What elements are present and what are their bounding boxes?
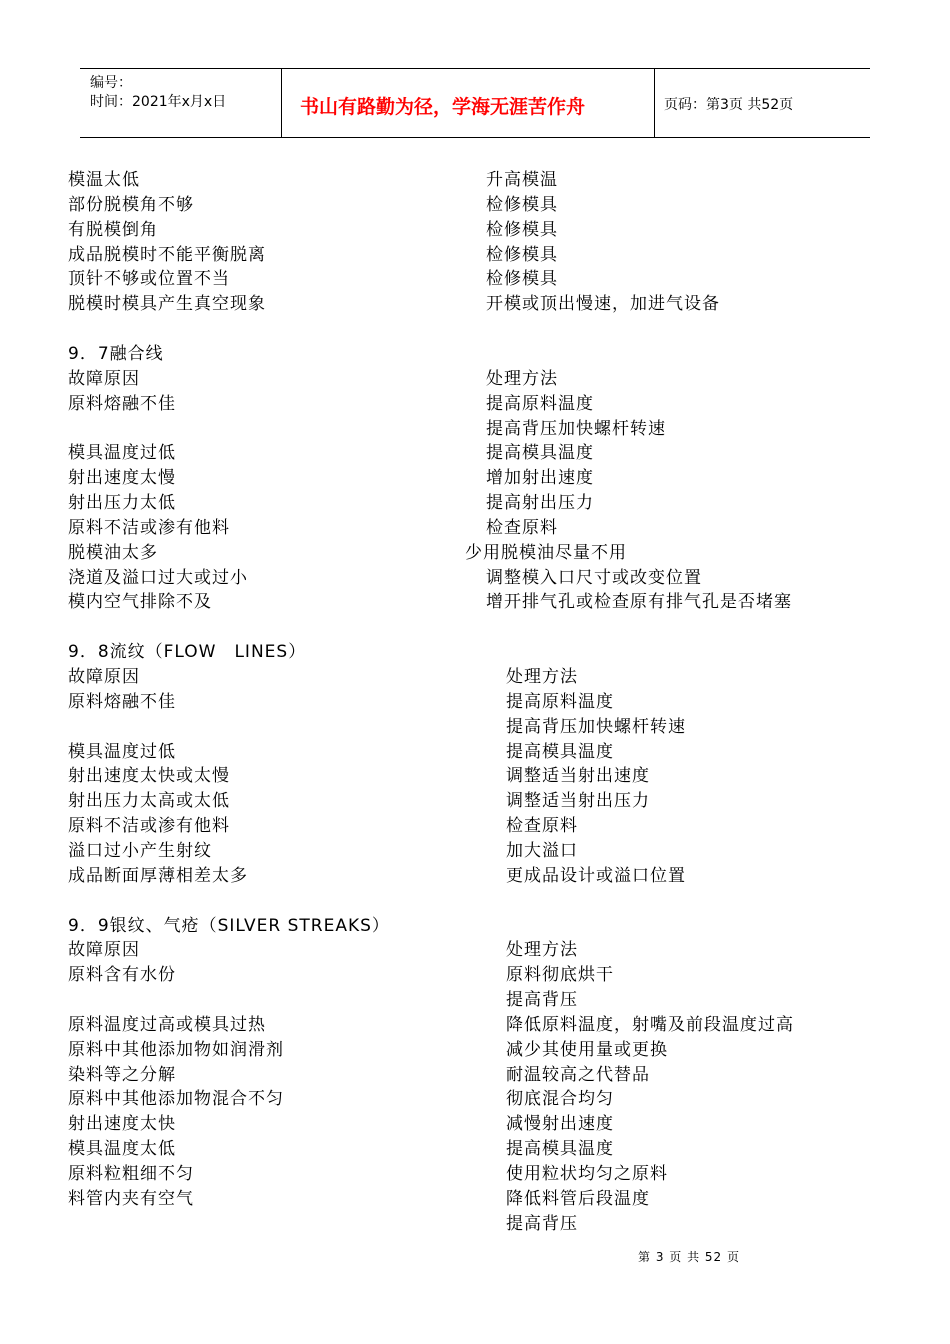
- line-left: 9．9银纹、气疮（SILVER STREAKS）: [68, 916, 390, 936]
- line-right: 提高背压加快螺杆转速: [506, 717, 686, 737]
- line-right: 检查原料: [486, 518, 558, 538]
- page-footer: 第 3 页 共 52 页: [638, 1250, 740, 1264]
- line-left: 原料中其他添加物如润滑剂: [68, 1040, 284, 1060]
- header-left-cell: [80, 69, 282, 137]
- line-right: 提高背压加快螺杆转速: [486, 419, 666, 439]
- line-left: 模内空气排除不及: [68, 592, 212, 612]
- line-right: 提高模具温度: [486, 443, 594, 463]
- line-left: 成品脱模时不能平衡脱离: [68, 245, 266, 265]
- line-left: 原料熔融不佳: [68, 692, 176, 712]
- line-left: 模温太低: [68, 170, 140, 190]
- header-center-cell: [282, 69, 655, 137]
- header-table: [80, 68, 870, 138]
- line-right: 检修模具: [486, 195, 558, 215]
- line-right: 提高背压: [506, 1214, 578, 1234]
- line-left: 浇道及溢口过大或过小: [68, 568, 248, 588]
- line-left: 9．8流纹（FLOW LINES）: [68, 642, 307, 662]
- line-right: 使用粒状均匀之原料: [506, 1164, 668, 1184]
- line-right: 增加射出速度: [486, 468, 594, 488]
- line-left: 有脱模倒角: [68, 220, 158, 240]
- line-right: 耐温较高之代替品: [506, 1065, 650, 1085]
- line-right: 降低料管后段温度: [506, 1189, 650, 1209]
- line-right: 更成品设计或溢口位置: [506, 866, 686, 886]
- header-page-info: 页码：第3页 共52页: [664, 97, 794, 113]
- line-left: 原料温度过高或模具过热: [68, 1015, 266, 1035]
- line-right: 提高模具温度: [506, 1139, 614, 1159]
- line-left: 脱模时模具产生真空现象: [68, 294, 266, 314]
- line-left: 原料含有水份: [68, 965, 176, 985]
- line-right: 提高背压: [506, 990, 578, 1010]
- line-left: 溢口过小产生射纹: [68, 841, 212, 861]
- line-right: 减少其使用量或更换: [506, 1040, 668, 1060]
- line-left: 射出压力太低: [68, 493, 176, 513]
- line-right: 提高原料温度: [506, 692, 614, 712]
- line-right: 调整适当射出压力: [506, 791, 650, 811]
- line-left: 故障原因: [68, 667, 140, 687]
- line-right: 增开排气孔或检查原有排气孔是否堵塞: [486, 592, 792, 612]
- line-right: 加大溢口: [506, 841, 578, 861]
- line-right: 原料彻底烘干: [506, 965, 614, 985]
- line-left: 射出速度太快或太慢: [68, 766, 230, 786]
- line-left: 料管内夹有空气: [68, 1189, 194, 1209]
- document-number-label: 编号：: [90, 75, 132, 91]
- line-left: 顶针不够或位置不当: [68, 269, 230, 289]
- line-left: 原料熔融不佳: [68, 394, 176, 414]
- line-right: 检查原料: [506, 816, 578, 836]
- line-left: 射出压力太高或太低: [68, 791, 230, 811]
- line-right: 检修模具: [486, 220, 558, 240]
- line-right: 处理方法: [506, 940, 578, 960]
- line-left: 模具温度过低: [68, 443, 176, 463]
- line-left: 射出速度太快: [68, 1114, 176, 1134]
- line-right: 降低原料温度，射嘴及前段温度过高: [506, 1015, 794, 1035]
- line-right: 处理方法: [506, 667, 578, 687]
- line-right: 调整适当射出速度: [506, 766, 650, 786]
- line-left: 9．7融合线: [68, 344, 164, 364]
- line-left: 部份脱模角不够: [68, 195, 194, 215]
- line-left: 模具温度太低: [68, 1139, 176, 1159]
- line-left: 射出速度太慢: [68, 468, 176, 488]
- header-right-cell: [655, 69, 870, 137]
- line-right: 提高模具温度: [506, 742, 614, 762]
- line-right: 少用脱模油尽量不用: [465, 543, 627, 563]
- line-left: 故障原因: [68, 940, 140, 960]
- line-left: 原料不洁或渗有他料: [68, 518, 230, 538]
- header-motto: 书山有路勤为径，学海无涯苦作舟: [300, 96, 586, 118]
- line-left: 原料粒粗细不匀: [68, 1164, 194, 1184]
- line-right: 检修模具: [486, 269, 558, 289]
- line-left: 成品断面厚薄相差太多: [68, 866, 248, 886]
- line-right: 提高原料温度: [486, 394, 594, 414]
- line-right: 开模或顶出慢速，加进气设备: [486, 294, 720, 314]
- line-left: 染料等之分解: [68, 1065, 176, 1085]
- line-left: 脱模油太多: [68, 543, 158, 563]
- line-right: 彻底混合均匀: [506, 1089, 614, 1109]
- line-left: 模具温度过低: [68, 742, 176, 762]
- document-date: 时间：2021年x月x日: [90, 94, 227, 110]
- line-right: 处理方法: [486, 369, 558, 389]
- line-left: 原料中其他添加物混合不匀: [68, 1089, 284, 1109]
- line-left: 故障原因: [68, 369, 140, 389]
- line-right: 提高射出压力: [486, 493, 594, 513]
- line-right: 检修模具: [486, 245, 558, 265]
- line-right: 升高模温: [486, 170, 558, 190]
- line-right: 减慢射出速度: [506, 1114, 614, 1134]
- line-right: 调整模入口尺寸或改变位置: [486, 568, 702, 588]
- line-left: 原料不洁或渗有他料: [68, 816, 230, 836]
